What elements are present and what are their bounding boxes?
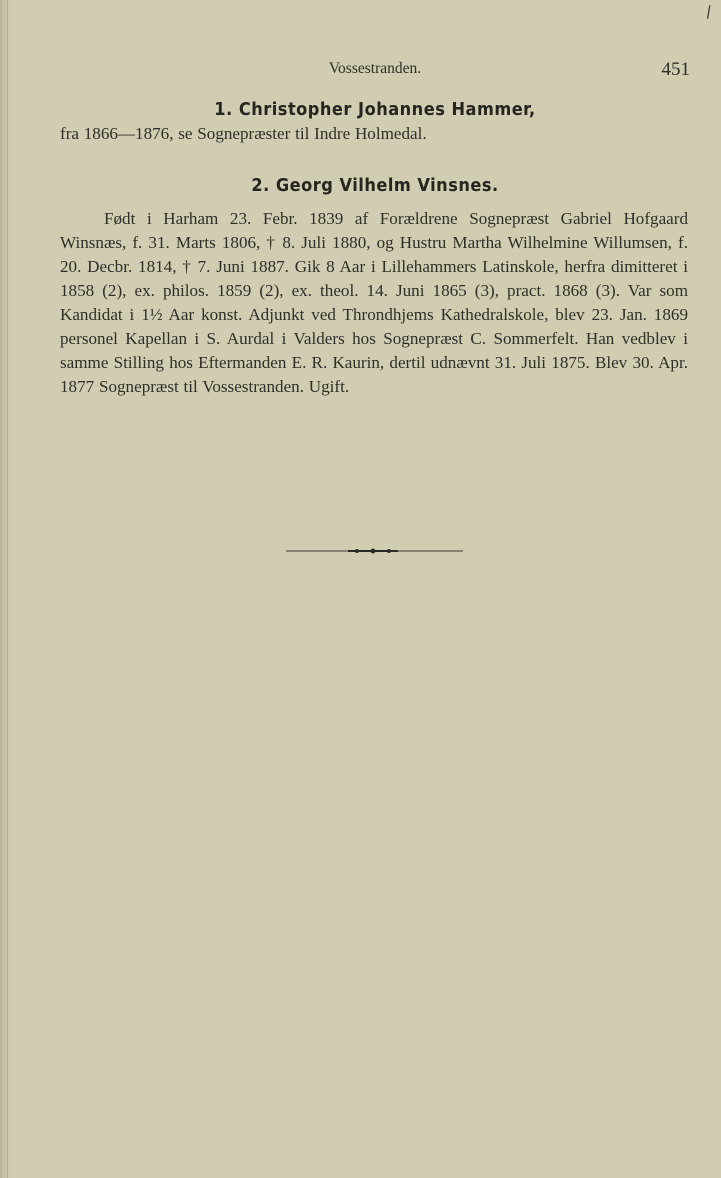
entry-heading-1: 1. Christopher Johannes Hammer, xyxy=(214,99,536,120)
entry-heading-2: 2. Georg Vilhelm Vinsnes. xyxy=(251,175,499,196)
corner-pencil-mark: / xyxy=(704,1,713,22)
section-divider-ornament xyxy=(286,546,463,556)
running-title: Vossestranden. xyxy=(328,60,422,77)
gutter-line xyxy=(7,0,8,1178)
entry-text-1: fra 1866—1876, se Sognepræster til Indre Holmedal. xyxy=(60,124,427,143)
entry-text-2-container xyxy=(60,207,688,399)
divider-ornament-icon xyxy=(286,546,463,556)
entry-text-2: Født i Harham 23. Febr. 1839 af Forældrene Sognepræst Gabriel Hofgaard Winsnæs, f. 31. Marts 1806, † 8. Juli 1880, og Hustru Martha Wilhelmine Willumsen, f. 20. Decbr. 1814, † 7. Juni 1887. Gik 8 Aar i Lillehammers Latinskole, herfra dimitteret i 1858 (2), ex. philos. 1859 (2), ex. theol. 14. Juni 1865 (3), pract. 1868 (3). Var som Kandidat i 1½ Aar konst. Adjunkt ved Throndhjems Kathedralskole, blev 23. Jan. 1869 personel Kapellan i S. Aurdal i Valders hos Sognepræst C. Sommerfelt. Han vedblev i samme Stilling hos Eftermanden E. R. Kaurin, dertil udnævnt 31. Juli 1875. Blev 30. Apr. 1877 Sognepræst til Vossestranden. Ugift. xyxy=(60,209,688,396)
running-head xyxy=(60,60,690,80)
page-number: 451 xyxy=(661,59,690,80)
